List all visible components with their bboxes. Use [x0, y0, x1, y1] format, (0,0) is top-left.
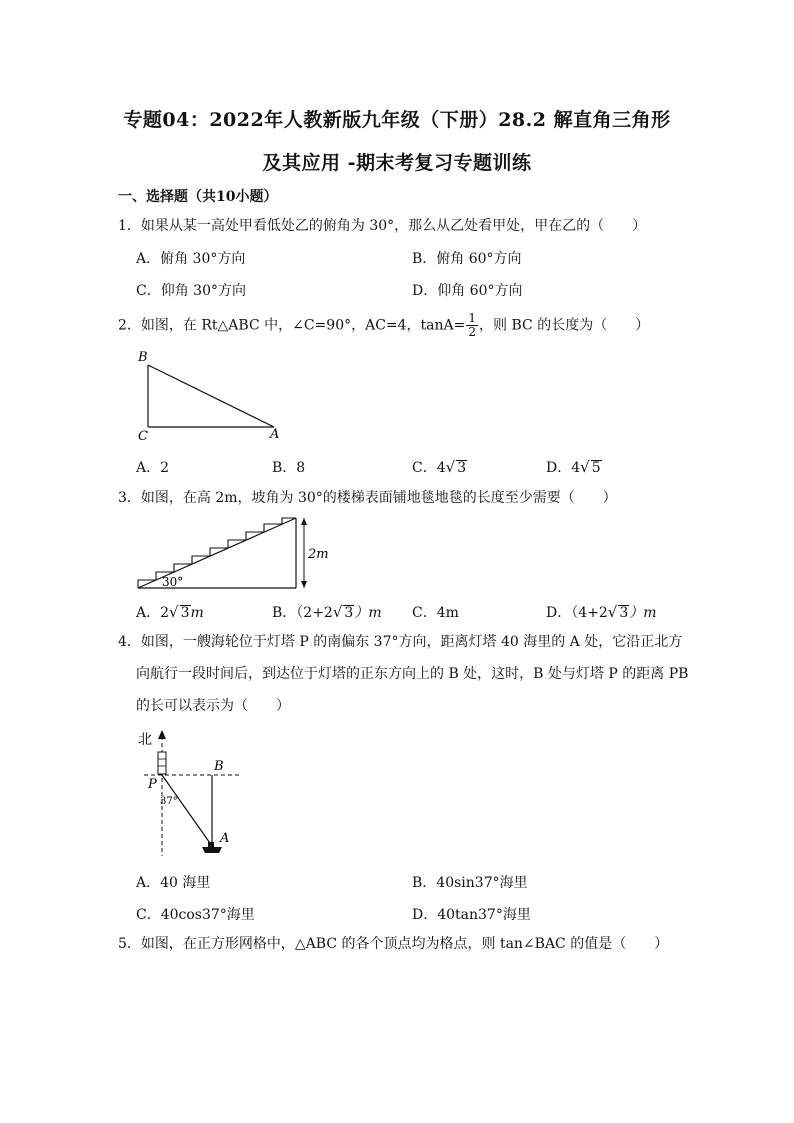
q4-label-b: B	[214, 759, 224, 774]
q3-option-a[interactable]	[136, 602, 204, 622]
q3-option-b-radicand: 3	[344, 605, 354, 621]
question-4-line1: 4．如图，一艘海轮位于灯塔 P 的南偏东 37°方向，距离灯塔 40 海里的 A 处，它沿正北方	[118, 634, 683, 650]
q1-option-c[interactable]: C．仰角 30°方向	[136, 283, 246, 299]
q3-height-label: 2m	[308, 547, 329, 562]
q2-option-d[interactable]	[546, 457, 602, 477]
q2-option-c-radicand: 3	[457, 460, 467, 476]
q4-navigation-figure	[134, 726, 264, 860]
page-title-line1: 专题04：2022年人教新版九年级（下册）28.2 解直角三角形	[123, 109, 671, 131]
q3-option-a-radicand: 3	[180, 605, 190, 621]
q4-option-b[interactable]: B．40sin37°海里	[412, 875, 528, 891]
arrow-down-icon	[301, 581, 307, 588]
question-4-line3: 的长可以表示为（ ）	[136, 698, 290, 714]
q4-label-a: A	[220, 831, 230, 846]
lighthouse-icon	[158, 752, 166, 774]
q4-option-c[interactable]: C．40cos37°海里	[136, 907, 255, 923]
q2-stem-b: ，则 BC 的长度为（ ）	[479, 317, 650, 334]
q3-option-d[interactable]	[546, 602, 657, 622]
q2-label-b: B	[138, 350, 148, 365]
q3-option-b-text: B．（2+2	[272, 605, 333, 621]
q2-stem-a: 2．如图，在 Rt△ABC 中，∠C=90°，AC=4，tanA=	[118, 317, 466, 334]
radical-icon: √	[332, 603, 343, 621]
q2-option-c-text: C．4	[412, 460, 446, 476]
q3-option-c[interactable]: C．4m	[412, 605, 459, 621]
q3-option-d-text: D．（4+2	[546, 605, 608, 621]
q3-option-b-unit: ）m	[354, 605, 382, 621]
q2-label-a: A	[270, 427, 280, 442]
radical-icon: √	[445, 458, 456, 476]
q3-option-d-unit: ）m	[629, 605, 657, 621]
question-4-line2: 向航行一段时间后，到达位于灯塔的正东方向上的 B 处，这时，B 处与灯塔 P 的距离 PB	[136, 666, 689, 682]
q4-option-d[interactable]: D．40tan37°海里	[412, 907, 531, 923]
section-heading: 一、选择题（共10小题）	[118, 189, 278, 205]
q2-frac-num: 1	[468, 311, 477, 325]
q2-label-c: C	[138, 429, 148, 444]
q2-frac-den: 2	[468, 325, 477, 339]
question-3-stem: 3．如图，在高 2m，坡角为 30°的楼梯表面铺地毯地毯的长度至少需要（ ）	[118, 490, 617, 506]
q4-north-label: 北	[138, 732, 152, 748]
radical-icon: √	[169, 603, 179, 621]
q2-option-d-radicand: 5	[591, 460, 601, 476]
q1-option-b[interactable]: B．俯角 60°方向	[412, 251, 522, 267]
q2-triangle-figure	[134, 345, 294, 445]
ship-icon	[202, 847, 222, 853]
q2-option-c[interactable]	[412, 457, 467, 477]
north-arrow-icon	[158, 730, 166, 739]
q4-segment-pa	[162, 775, 212, 846]
q2-option-a[interactable]: A．2	[136, 460, 170, 476]
page-title-line2: 及其应用 -期末考复习专题训练	[262, 152, 532, 174]
question-2-stem	[118, 312, 649, 339]
question-5-stem: 5．如图，在正方形网格中，△ABC 的各个顶点均为格点，则 tan∠BAC 的值是（ ）	[118, 936, 669, 952]
q2-side-ab	[148, 365, 274, 427]
q3-option-b[interactable]	[272, 602, 382, 622]
q3-option-a-text: A．2	[136, 605, 170, 621]
q2-option-d-text: D．4	[546, 460, 581, 476]
q1-option-a[interactable]: A．俯角 30°方向	[136, 251, 246, 267]
q2-option-b[interactable]: B．8	[272, 460, 306, 476]
q3-option-a-unit: m	[190, 605, 204, 621]
q2-fraction	[466, 312, 478, 339]
q1-option-d[interactable]: D．仰角 60°方向	[412, 283, 523, 299]
arrow-up-icon	[301, 518, 307, 525]
q3-angle-label: 30°	[162, 575, 184, 589]
q3-stairs-figure	[134, 512, 344, 592]
q3-option-d-radicand: 3	[619, 605, 629, 621]
radical-icon: √	[607, 603, 618, 621]
question-1-stem: 1．如果从某一高处甲看低处乙的俯角为 30°，那么从乙处看甲处，甲在乙的（ ）	[118, 218, 647, 234]
q4-angle-label: 37°	[160, 796, 178, 807]
q4-label-p: P	[148, 777, 157, 792]
radical-icon: √	[580, 458, 590, 476]
q4-option-a[interactable]: A．40 海里	[136, 875, 211, 891]
ship-cabin	[208, 842, 214, 847]
